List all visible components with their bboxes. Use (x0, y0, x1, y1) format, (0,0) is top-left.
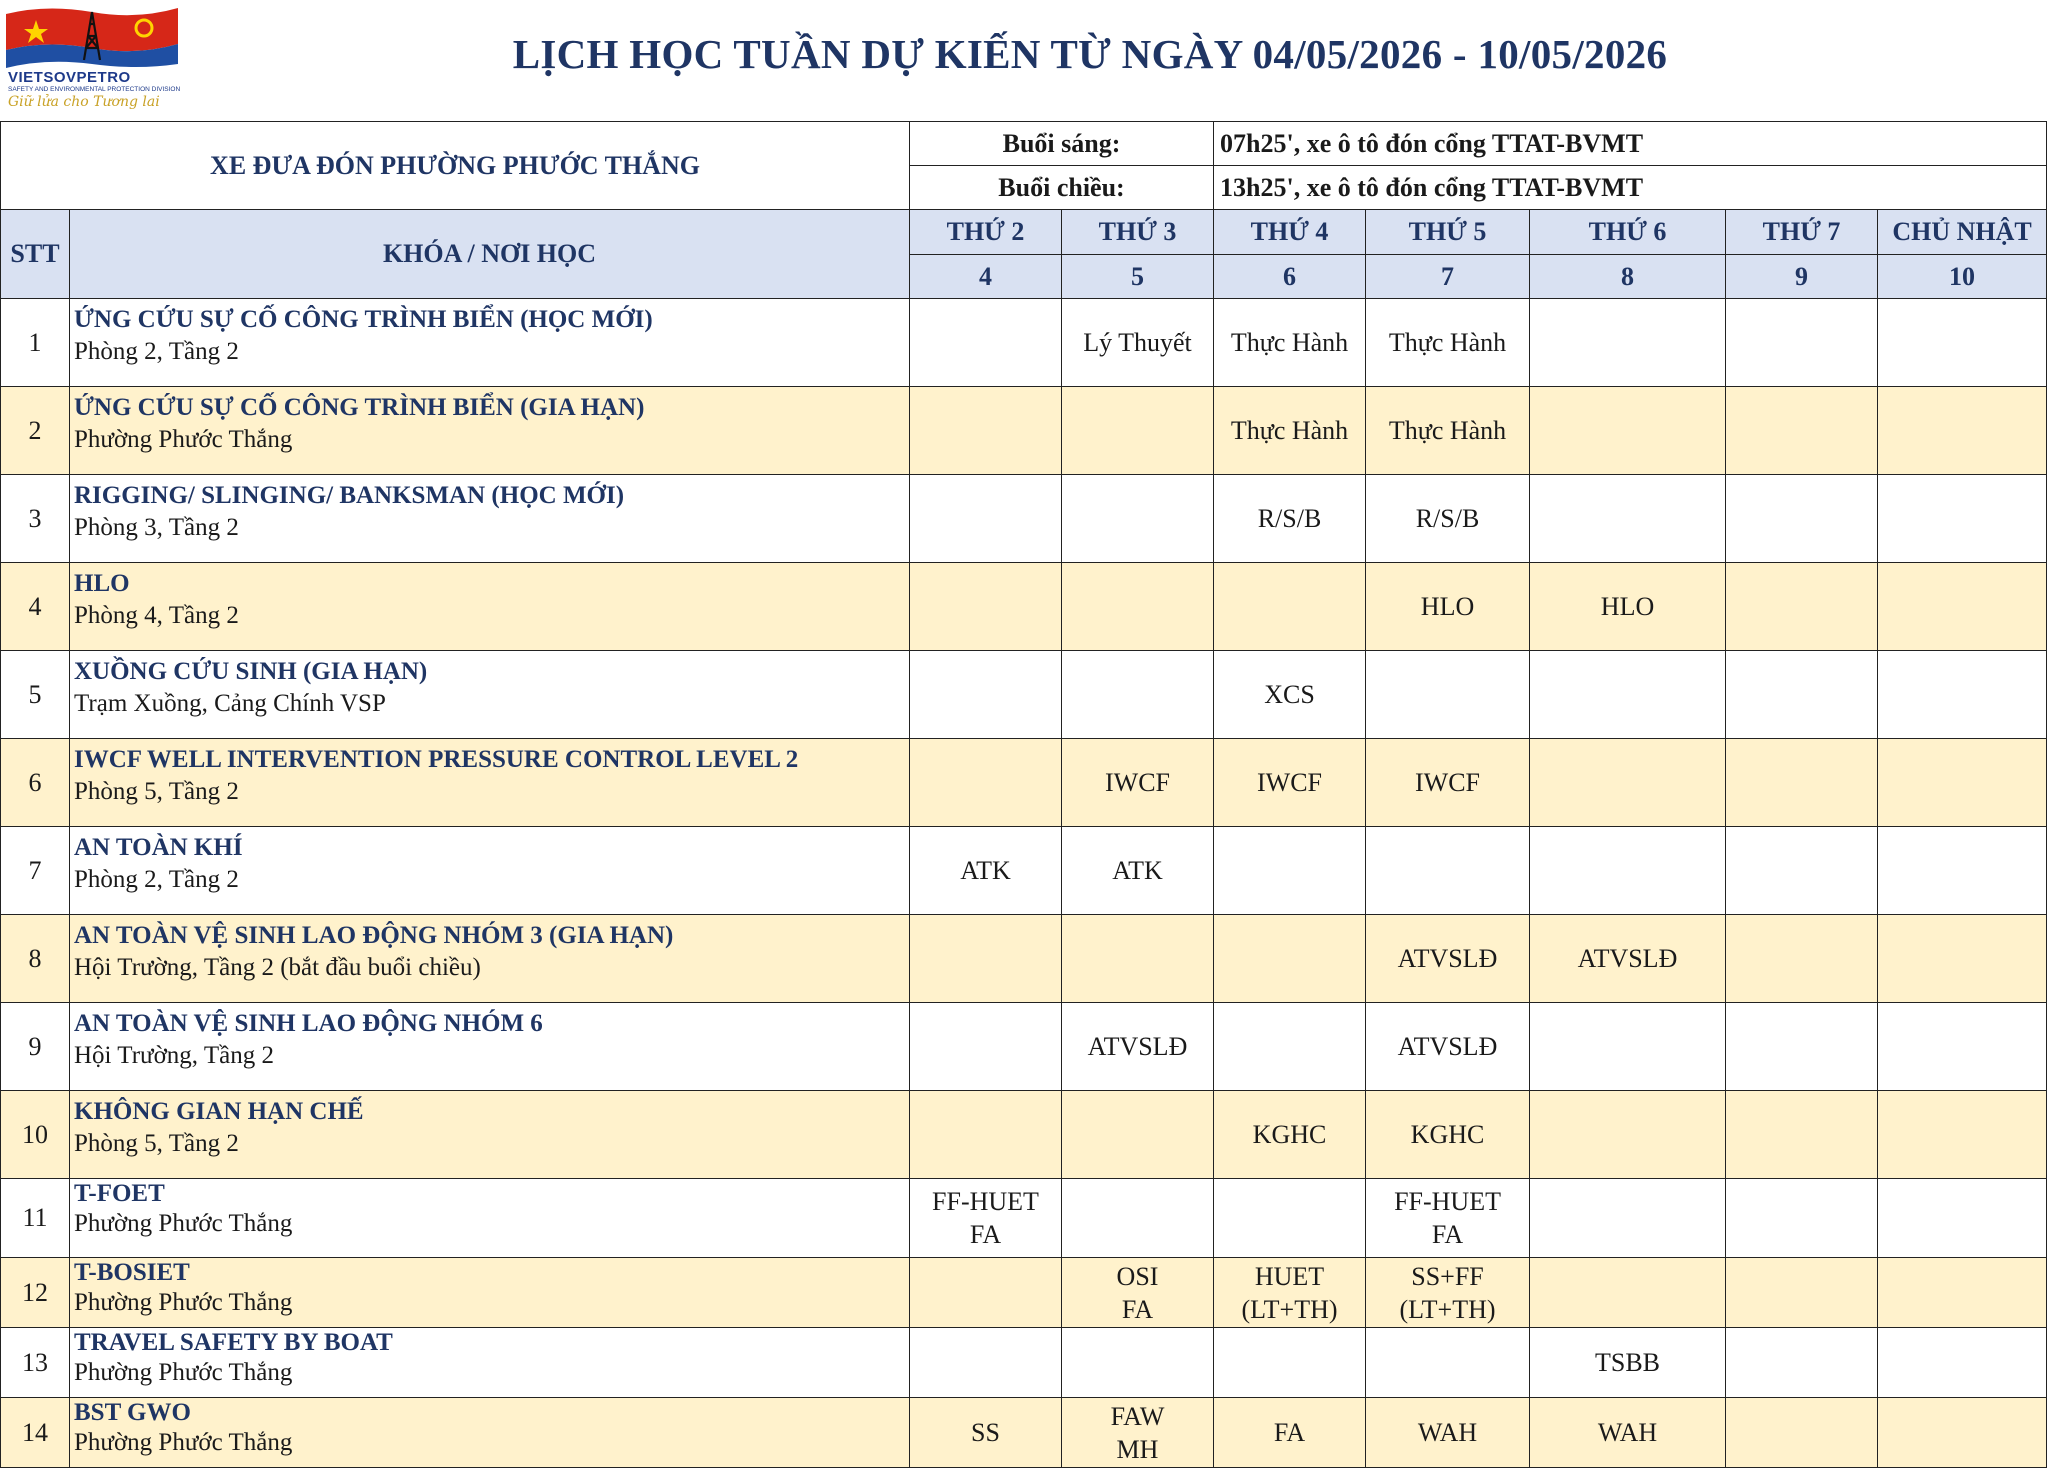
logo-brand: VIETSOVPETRO (8, 69, 131, 86)
schedule-cell-day-4 (1366, 1258, 1530, 1328)
course-location: Phòng 5, Tầng 2 (74, 1130, 239, 1157)
header-day-7: CHỦ NHẬT (1878, 210, 2047, 255)
schedule-cell-day-2 (1062, 1258, 1214, 1328)
schedule-cell-day-5 (1530, 387, 1726, 475)
schedule-cell-day-2 (1062, 915, 1214, 1003)
session-label: FAW (1110, 1401, 1165, 1431)
bus-morning-row (1, 122, 2047, 166)
schedule-cell-day-6 (1726, 1398, 1878, 1468)
schedule-cell-day-6 (1726, 387, 1878, 475)
schedule-cell-day-6 (1726, 827, 1878, 915)
schedule-cell-day-7 (1878, 1091, 2047, 1179)
schedule-cell-day-7 (1878, 1258, 2047, 1328)
schedule-cell-day-3 (1214, 1091, 1366, 1179)
session-label: HUET (1254, 1261, 1325, 1291)
schedule-cell-day-7 (1878, 739, 2047, 827)
session-label: FA (1121, 1294, 1154, 1324)
header-date-5: 8 (1530, 255, 1726, 299)
session-label: Thực Hành (1230, 416, 1349, 445)
schedule-cell-day-5 (1530, 1398, 1726, 1468)
row-stt: 12 (1, 1258, 70, 1328)
header-course: KHÓA / NƠI HỌC (70, 210, 910, 299)
schedule-cell-day-4 (1366, 1179, 1530, 1258)
schedule-cell-day-4 (1366, 475, 1530, 563)
schedule-cell-day-1 (910, 739, 1062, 827)
schedule-cell-day-6 (1726, 651, 1878, 739)
session-label: TSBB (1595, 1348, 1661, 1377)
bus-morning-value: 07h25', xe ô tô đón cổng TTAT-BVMT (1214, 122, 2047, 166)
schedule-table (0, 121, 2047, 1468)
table-row (1, 1258, 2047, 1328)
schedule-cell-day-3 (1214, 475, 1366, 563)
schedule-cell-day-4 (1366, 1091, 1530, 1179)
session-label: FA (969, 1220, 1002, 1249)
schedule-cell-day-7 (1878, 1328, 2047, 1398)
schedule-cell-day-5 (1530, 1258, 1726, 1328)
schedule-cell-day-6 (1726, 1091, 1878, 1179)
session-label: SS (971, 1418, 1000, 1447)
schedule-cell-day-3 (1214, 651, 1366, 739)
table-row (1, 1398, 2047, 1468)
vietsovpetro-logo (6, 4, 181, 116)
session-label: SS+FF (1411, 1261, 1484, 1291)
row-stt: 7 (1, 827, 70, 915)
schedule-cell-day-7 (1878, 915, 2047, 1003)
schedule-cell-day-7 (1878, 651, 2047, 739)
session-label: OSI (1116, 1261, 1159, 1291)
schedule-cell-day-1 (910, 475, 1062, 563)
schedule-cell-day-5 (1530, 1179, 1726, 1258)
row-course (70, 1328, 910, 1398)
header-day-6: THỨ 7 (1726, 210, 1878, 255)
session-label: (LT+TH) (1399, 1294, 1496, 1324)
header-date-3: 6 (1214, 255, 1366, 299)
session-label: FF-HUET (932, 1187, 1039, 1216)
schedule-cell-day-2 (1062, 739, 1214, 827)
schedule-cell-day-1 (910, 299, 1062, 387)
table-row (1, 739, 2047, 827)
session-label: Thực Hành (1388, 328, 1507, 357)
logo-division: SAFETY AND ENVIRONMENTAL PROTECTION DIVISION (8, 86, 181, 93)
session-label: IWCF (1415, 768, 1481, 797)
schedule-cell-day-2 (1062, 387, 1214, 475)
table-row (1, 475, 2047, 563)
row-stt: 11 (1, 1179, 70, 1258)
schedule-cell-day-7 (1878, 827, 2047, 915)
schedule-cell-day-3 (1214, 827, 1366, 915)
row-course (70, 651, 910, 739)
schedule-cell-day-7 (1878, 1179, 2047, 1258)
schedule-cell-day-7 (1878, 563, 2047, 651)
schedule-cell-day-5 (1530, 1091, 1726, 1179)
table-row (1, 563, 2047, 651)
schedule-cell-day-6 (1726, 475, 1878, 563)
header-date-6: 9 (1726, 255, 1878, 299)
schedule-cell-day-3 (1214, 563, 1366, 651)
schedule-cell-day-1 (910, 1091, 1062, 1179)
schedule-cell-day-4 (1366, 1398, 1530, 1468)
bus-morning-label: Buổi sáng: (910, 122, 1214, 166)
session-label: KGHC (1410, 1120, 1485, 1149)
table-row (1, 651, 2047, 739)
schedule-cell-day-4 (1366, 299, 1530, 387)
schedule-cell-day-5 (1530, 299, 1726, 387)
bus-afternoon-label: Buổi chiều: (910, 166, 1214, 210)
flag-rig-icon (6, 4, 178, 70)
schedule-cell-day-7 (1878, 299, 2047, 387)
schedule-cell-day-4 (1366, 1003, 1530, 1091)
course-location: Phòng 2, Tầng 2 (74, 866, 239, 893)
row-course (70, 915, 910, 1003)
row-stt: 4 (1, 563, 70, 651)
schedule-cell-day-6 (1726, 1328, 1878, 1398)
schedule-cell-day-3 (1214, 1328, 1366, 1398)
row-stt: 5 (1, 651, 70, 739)
schedule-cell-day-3 (1214, 1179, 1366, 1258)
session-label: ATK (960, 856, 1011, 885)
schedule-cell-day-2 (1062, 475, 1214, 563)
schedule-cell-day-2 (1062, 1091, 1214, 1179)
schedule-cell-day-1 (910, 1398, 1062, 1468)
schedule-cell-day-4 (1366, 1328, 1530, 1398)
course-name: T-BOSIET (74, 1259, 190, 1286)
schedule-cell-day-4 (1366, 915, 1530, 1003)
table-row (1, 299, 2047, 387)
row-course (70, 1398, 910, 1468)
course-name: ỨNG CỨU SỰ CỐ CÔNG TRÌNH BIỂN (HỌC MỚI) (74, 306, 653, 333)
schedule-cell-day-3 (1214, 739, 1366, 827)
schedule-cell-day-1 (910, 563, 1062, 651)
table-row (1, 1328, 2047, 1398)
session-label: ATVSLĐ (1397, 944, 1498, 973)
session-label: R/S/B (1257, 504, 1322, 533)
schedule-cell-day-5 (1530, 1003, 1726, 1091)
schedule-cell-day-1 (910, 651, 1062, 739)
header-day-2: THỨ 3 (1062, 210, 1214, 255)
schedule-cell-day-7 (1878, 1003, 2047, 1091)
schedule-cell-day-6 (1726, 739, 1878, 827)
schedule-cell-day-1 (910, 915, 1062, 1003)
schedule-cell-day-4 (1366, 387, 1530, 475)
schedule-cell-day-3 (1214, 1398, 1366, 1468)
header-day-3: THỨ 4 (1214, 210, 1366, 255)
table-row (1, 827, 2047, 915)
header-day-4: THỨ 5 (1366, 210, 1530, 255)
session-label: IWCF (1105, 768, 1170, 797)
session-label: MH (1116, 1434, 1159, 1464)
schedule-cell-day-5 (1530, 739, 1726, 827)
schedule-cell-day-1 (910, 387, 1062, 475)
schedule-cell-day-6 (1726, 1179, 1878, 1258)
course-name: TRAVEL SAFETY BY BOAT (74, 1329, 393, 1356)
row-stt: 6 (1, 739, 70, 827)
session-label: FF-HUET (1394, 1187, 1501, 1216)
course-location: Phường Phước Thắng (74, 1210, 293, 1237)
course-location: Hội Trường, Tầng 2 (74, 1042, 274, 1069)
schedule-cell-day-3 (1214, 387, 1366, 475)
session-label: Lý Thuyết (1083, 328, 1192, 357)
course-name: HLO (74, 570, 130, 597)
row-course (70, 1258, 910, 1328)
row-stt: 10 (1, 1091, 70, 1179)
course-location: Hội Trường, Tầng 2 (bắt đầu buổi chiều) (74, 954, 481, 981)
table-row (1, 387, 2047, 475)
logo-slogan: Giữ lửa cho Tương lai (8, 94, 160, 110)
course-location: Phường Phước Thắng (74, 1429, 293, 1456)
schedule-cell-day-2 (1062, 299, 1214, 387)
schedule-cell-day-5 (1530, 651, 1726, 739)
session-label: ATVSLĐ (1397, 1032, 1498, 1061)
course-location: Phường Phước Thắng (74, 1359, 293, 1386)
header-date-2: 5 (1062, 255, 1214, 299)
row-course (70, 1003, 910, 1091)
schedule-cell-day-2 (1062, 1398, 1214, 1468)
schedule-cell-day-2 (1062, 827, 1214, 915)
row-course (70, 299, 910, 387)
schedule-cell-day-3 (1214, 1258, 1366, 1328)
session-label: Thực Hành (1388, 416, 1507, 445)
table-row (1, 915, 2047, 1003)
course-name: ỨNG CỨU SỰ CỐ CÔNG TRÌNH BIỂN (GIA HẠN) (74, 394, 645, 421)
table-row (1, 1179, 2047, 1258)
session-label: IWCF (1257, 768, 1323, 797)
schedule-cell-day-2 (1062, 1328, 1214, 1398)
row-stt: 14 (1, 1398, 70, 1468)
schedule-cell-day-4 (1366, 739, 1530, 827)
schedule-cell-day-1 (910, 1258, 1062, 1328)
session-label: XCS (1264, 680, 1315, 709)
session-label: HLO (1420, 592, 1475, 621)
row-stt: 13 (1, 1328, 70, 1398)
schedule-cell-day-7 (1878, 387, 2047, 475)
session-label: FA (1273, 1418, 1306, 1447)
course-name: T-FOET (74, 1180, 165, 1207)
header-date-4: 7 (1366, 255, 1530, 299)
schedule-cell-day-6 (1726, 563, 1878, 651)
course-location: Phòng 3, Tầng 2 (74, 514, 239, 541)
schedule-cell-day-4 (1366, 827, 1530, 915)
schedule-cell-day-1 (910, 827, 1062, 915)
schedule-cell-day-4 (1366, 563, 1530, 651)
header-stt: STT (1, 210, 70, 299)
page-title: LỊCH HỌC TUẦN DỰ KIẾN TỪ NGÀY 04/05/2026 - 10/05/2026 (512, 31, 1668, 77)
session-label: Thực Hành (1230, 328, 1349, 357)
course-name: KHÔNG GIAN HẠN CHẾ (74, 1098, 364, 1125)
course-location: Phường Phước Thắng (74, 1289, 293, 1316)
row-stt: 2 (1, 387, 70, 475)
schedule-cell-day-2 (1062, 563, 1214, 651)
header-day-1: THỨ 2 (910, 210, 1062, 255)
course-name: RIGGING/ SLINGING/ BANKSMAN (HỌC MỚI) (74, 482, 625, 509)
session-label: KGHC (1252, 1120, 1327, 1149)
bus-afternoon-value: 13h25', xe ô tô đón cổng TTAT-BVMT (1214, 166, 2047, 210)
row-course (70, 387, 910, 475)
schedule-cell-day-3 (1214, 1003, 1366, 1091)
schedule-cell-day-6 (1726, 1258, 1878, 1328)
header-date-1: 4 (910, 255, 1062, 299)
row-course (70, 1179, 910, 1258)
schedule-cell-day-4 (1366, 651, 1530, 739)
session-label: HLO (1600, 592, 1655, 621)
schedule-cell-day-5 (1530, 827, 1726, 915)
session-label: ATK (1112, 856, 1163, 885)
header-days-row (1, 210, 2047, 255)
session-label: R/S/B (1415, 504, 1480, 533)
schedule-cell-day-1 (910, 1179, 1062, 1258)
course-location: Phường Phước Thắng (74, 426, 293, 453)
row-course (70, 475, 910, 563)
row-stt: 1 (1, 299, 70, 387)
session-label: FA (1431, 1220, 1464, 1249)
schedule-cell-day-3 (1214, 915, 1366, 1003)
course-location: Trạm Xuồng, Cảng Chính VSP (74, 690, 386, 717)
bus-label: XE ĐƯA ĐÓN PHƯỜNG PHƯỚC THẮNG (1, 122, 910, 210)
schedule-cell-day-2 (1062, 1003, 1214, 1091)
schedule-cell-day-3 (1214, 299, 1366, 387)
schedule-cell-day-5 (1530, 563, 1726, 651)
schedule-cell-day-6 (1726, 1003, 1878, 1091)
row-stt: 9 (1, 1003, 70, 1091)
row-course (70, 563, 910, 651)
course-name: BST GWO (74, 1399, 191, 1426)
row-course (70, 827, 910, 915)
schedule-cell-day-1 (910, 1003, 1062, 1091)
header-day-5: THỨ 6 (1530, 210, 1726, 255)
schedule-cell-day-5 (1530, 1328, 1726, 1398)
session-label: WAH (1597, 1418, 1658, 1447)
session-label: (LT+TH) (1241, 1294, 1338, 1324)
schedule-cell-day-1 (910, 1328, 1062, 1398)
course-name: AN TOÀN VỆ SINH LAO ĐỘNG NHÓM 3 (GIA HẠN) (74, 922, 674, 949)
course-name: AN TOÀN KHÍ (74, 834, 243, 861)
row-course (70, 739, 910, 827)
course-location: Phòng 2, Tầng 2 (74, 338, 239, 365)
row-course (70, 1091, 910, 1179)
schedule-cell-day-2 (1062, 1179, 1214, 1258)
schedule-cell-day-7 (1878, 1398, 2047, 1468)
schedule-cell-day-5 (1530, 915, 1726, 1003)
schedule-cell-day-2 (1062, 651, 1214, 739)
session-label: ATVSLĐ (1087, 1032, 1188, 1061)
course-location: Phòng 4, Tầng 2 (74, 602, 239, 629)
session-label: ATVSLĐ (1577, 944, 1678, 973)
schedule-cell-day-6 (1726, 299, 1878, 387)
session-label: WAH (1417, 1418, 1478, 1447)
row-stt: 8 (1, 915, 70, 1003)
course-location: Phòng 5, Tầng 2 (74, 778, 239, 805)
course-name: IWCF WELL INTERVENTION PRESSURE CONTROL LEVEL 2 (74, 746, 799, 773)
schedule-cell-day-6 (1726, 915, 1878, 1003)
course-name: AN TOÀN VỆ SINH LAO ĐỘNG NHÓM 6 (74, 1010, 543, 1037)
schedule-cell-day-5 (1530, 475, 1726, 563)
header-date-7: 10 (1878, 255, 2047, 299)
table-row (1, 1091, 2047, 1179)
course-name: XUỒNG CỨU SINH (GIA HẠN) (74, 658, 428, 685)
schedule-cell-day-7 (1878, 475, 2047, 563)
row-stt: 3 (1, 475, 70, 563)
table-row (1, 1003, 2047, 1091)
